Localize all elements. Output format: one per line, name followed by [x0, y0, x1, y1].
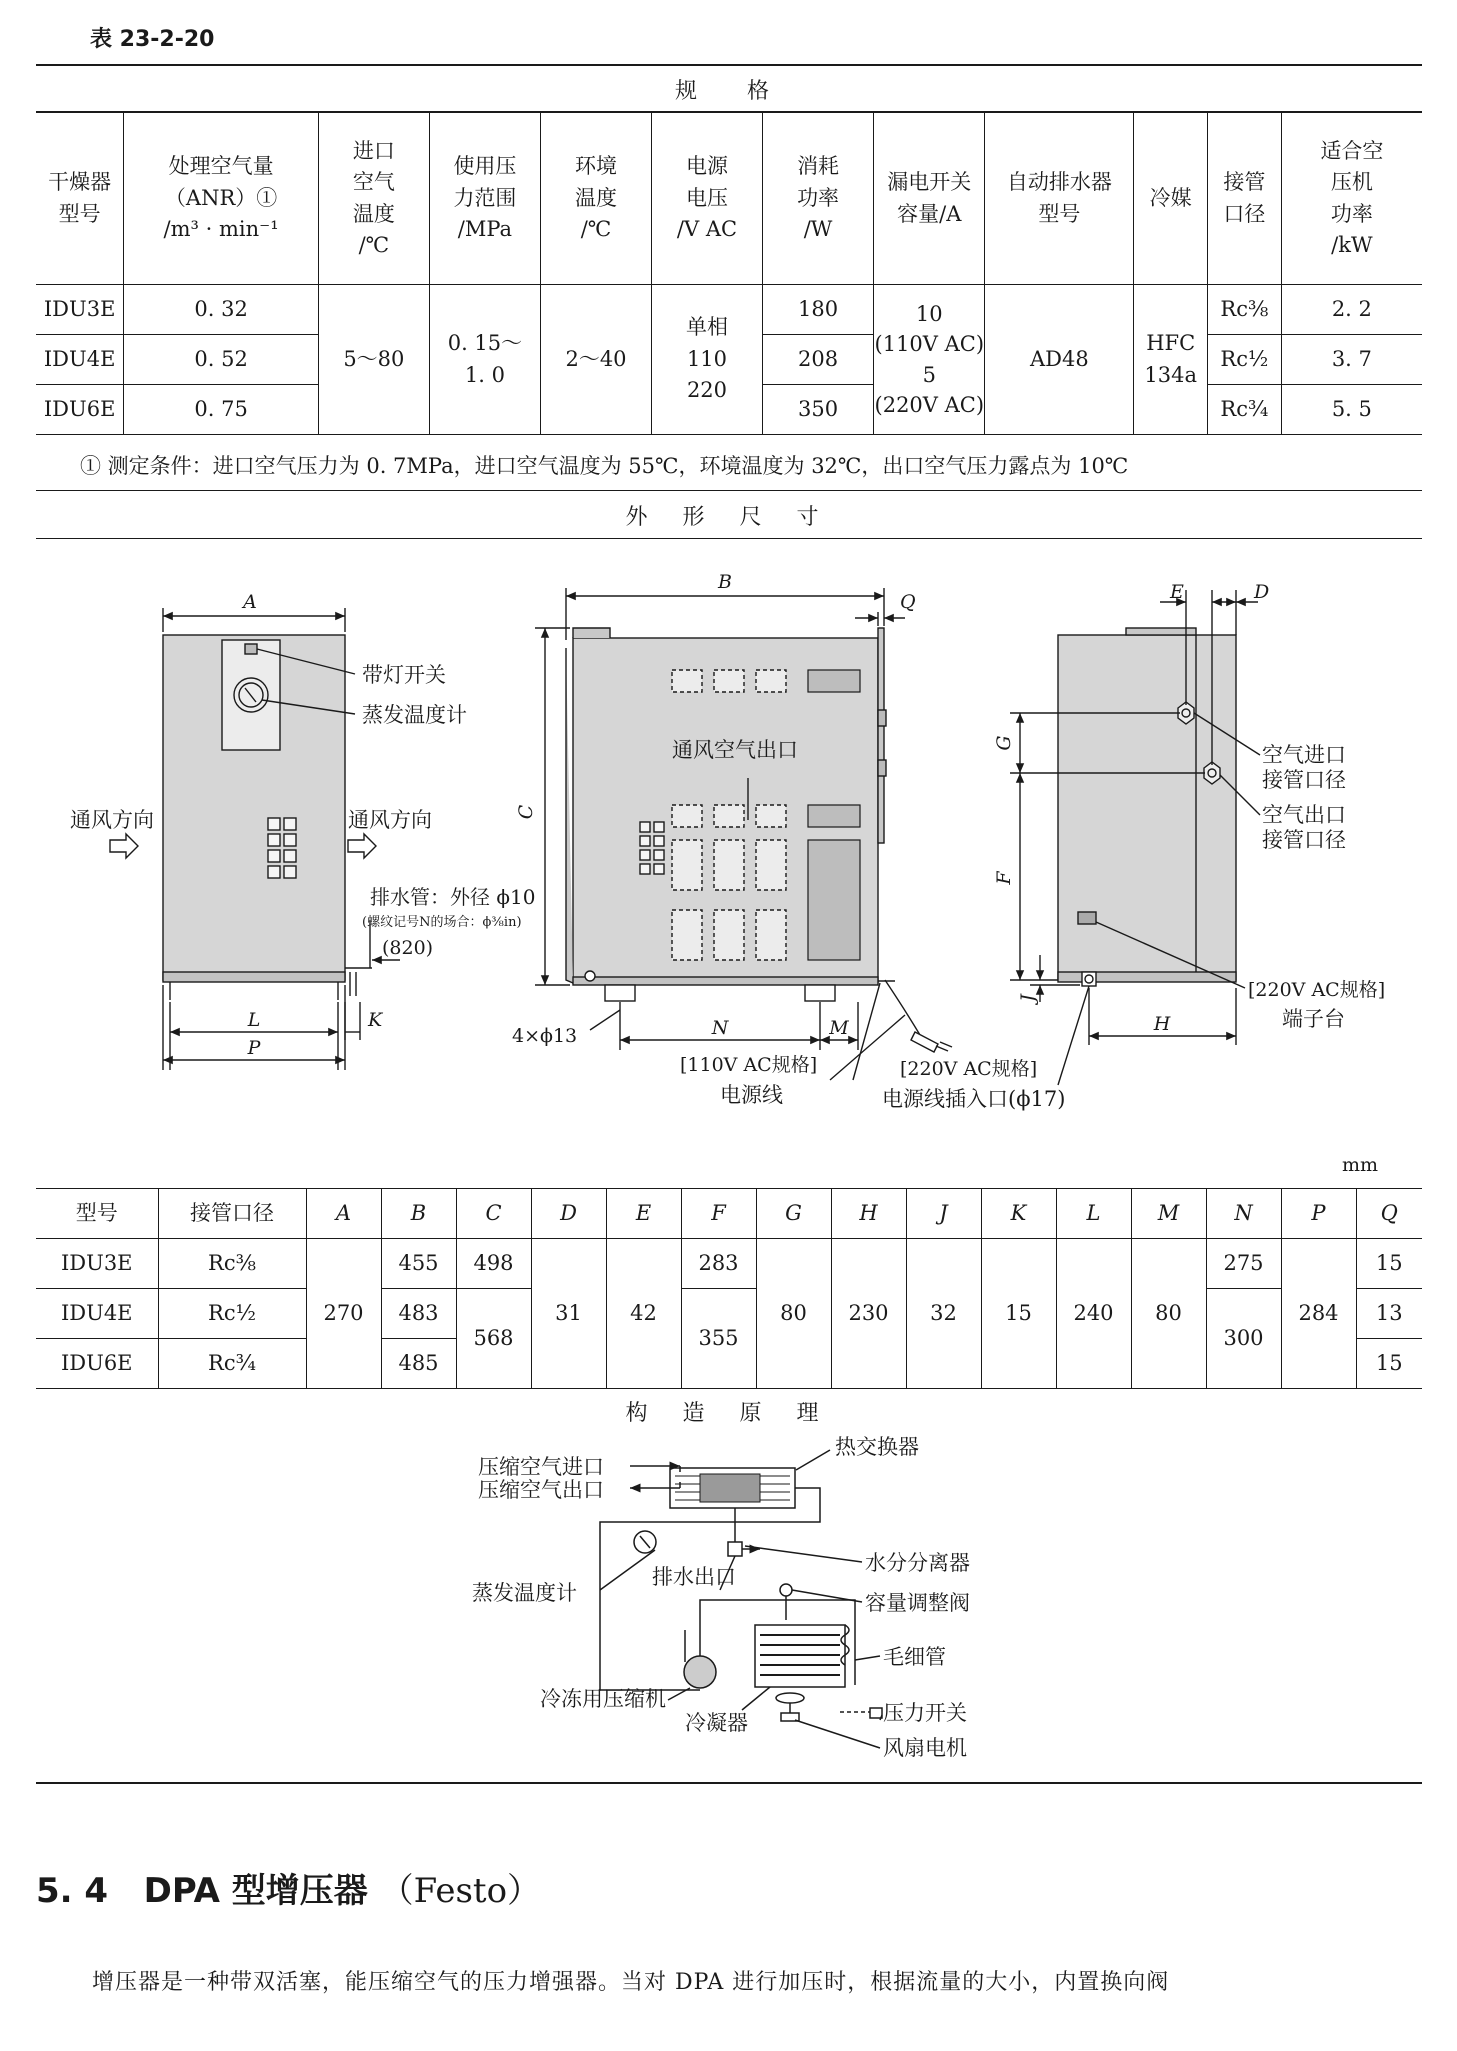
terminal-label: 端子台 — [1282, 1007, 1345, 1031]
spec-col-voltage: 电源 电压 /V AC — [651, 113, 762, 285]
dim-N: 300 — [1206, 1289, 1281, 1389]
spec-ambient: 2～40 — [541, 285, 652, 435]
spec-flow: 0. 32 — [124, 285, 319, 335]
section-brand: （Festo） — [379, 1871, 542, 1911]
principle-caption: 构 造 原 理 — [625, 1401, 833, 1426]
bottom-rule — [36, 1782, 1422, 1784]
dim-C: C — [515, 804, 537, 820]
spec-col-drain: 自动排水器 型号 — [985, 113, 1134, 285]
dim-N: 275 — [1206, 1239, 1281, 1289]
power-cord-label: 电源线 — [720, 1083, 783, 1107]
table-row — [36, 285, 1422, 335]
condenser-label: 冷凝器 — [685, 1711, 748, 1735]
dim-Q: 15 — [1356, 1339, 1422, 1389]
spec-110-label: [110V AC规格] — [680, 1054, 818, 1076]
spec-breaker: 10 (110V AC) 5 (220V AC) — [874, 285, 985, 435]
front-view — [110, 608, 400, 1070]
spec-model: IDU4E — [36, 335, 124, 385]
dim-G: 80 — [756, 1239, 831, 1389]
dim-M: 80 — [1131, 1239, 1206, 1389]
dim-C: 568 — [456, 1289, 531, 1389]
spec-col-kw: 适合空 压机 功率 /kW — [1281, 113, 1422, 285]
dim-model: IDU4E — [36, 1289, 158, 1339]
section-title: DPA 型增压器 — [143, 1871, 368, 1911]
dim-col-J: J — [906, 1189, 981, 1239]
dim-L: L — [247, 1009, 261, 1031]
spec-port: Rc½ — [1208, 335, 1282, 385]
top-rule — [36, 64, 1422, 66]
air-inlet-label: 空气进口 — [1262, 743, 1346, 767]
dim-K: 15 — [981, 1239, 1056, 1389]
airflow-left-label: 通风方向 — [70, 808, 154, 832]
dim-col-B: B — [381, 1189, 456, 1239]
dim-F: 355 — [681, 1289, 756, 1389]
spec-port: Rc¾ — [1208, 385, 1282, 435]
spec-flow: 0. 75 — [124, 385, 319, 435]
dim-col-N: N — [1206, 1189, 1281, 1239]
airflow-right-label: 通风方向 — [348, 808, 432, 832]
dim-col-G: G — [756, 1189, 831, 1239]
spec-kw: 2. 2 — [1281, 285, 1422, 335]
outline-caption: 外 形 尺 寸 — [625, 505, 833, 530]
body-paragraph: 增压器是一种带双活塞，能压缩空气的压力增强器。当对 DPA 进行加压时，根据流量的大小，内置换向阀 — [92, 1970, 1170, 1995]
principle-diagram — [0, 1430, 1457, 1760]
lamp-switch-label: 带灯开关 — [362, 663, 446, 687]
spec-col-ambient: 环境 温度 /℃ — [541, 113, 652, 285]
spec-col-pressure: 使用压 力范围 /MPa — [429, 113, 540, 285]
spec-kw: 3. 7 — [1281, 335, 1422, 385]
dim-F: 283 — [681, 1239, 756, 1289]
spec-power: 180 — [763, 285, 874, 335]
dim-Q: 15 — [1356, 1239, 1422, 1289]
dim-port: Rc⅜ — [158, 1239, 306, 1289]
dim-col-M: M — [1131, 1189, 1206, 1239]
dim-port: Rc½ — [158, 1289, 306, 1339]
dim-F: F — [993, 871, 1015, 885]
spec-port: Rc⅜ — [1208, 285, 1282, 335]
drain-note-label: (螺纹记号N的场合：ϕ⅜in) — [362, 915, 522, 930]
spec-col-breaker: 漏电开关 容量/A — [874, 113, 985, 285]
dim-E: E — [1170, 581, 1184, 603]
dim-N: N — [711, 1017, 729, 1039]
dim-col-L: L — [1056, 1189, 1131, 1239]
separator-label: 水分分离器 — [865, 1551, 970, 1575]
inlet-label: 压缩空气进口 — [478, 1455, 604, 1479]
drain-outlet-label: 排水出口 — [652, 1565, 736, 1589]
dim-L: 240 — [1056, 1239, 1131, 1389]
table-label: 表 23-2-20 — [90, 27, 215, 52]
spec-col-flow: 处理空气量 （ANR）① /m³ · min⁻¹ — [124, 113, 319, 285]
footnote-rule — [36, 490, 1422, 491]
outlet-label: 压缩空气出口 — [478, 1478, 604, 1502]
dim-D: D — [1254, 581, 1270, 603]
outline-drawing — [0, 540, 1457, 1140]
dim-model: IDU3E — [36, 1239, 158, 1289]
spec-voltage: 单相 110 220 — [651, 285, 762, 435]
heat-exchanger-label: 热交换器 — [835, 1435, 919, 1459]
spec-refrigerant: HFC 134a — [1134, 285, 1208, 435]
spec-group-header: 规 格 — [674, 79, 783, 104]
dim-model: IDU6E — [36, 1339, 158, 1389]
spec-drain: AD48 — [985, 285, 1134, 435]
table-row — [36, 1239, 1422, 1289]
air-outlet-label: 空气出口 — [1262, 803, 1346, 827]
fan-motor-label: 风扇电机 — [883, 1736, 967, 1760]
dimension-table — [36, 1188, 1422, 1389]
dim-J: J — [1017, 994, 1039, 1002]
dim-col-D: D — [531, 1189, 606, 1239]
outline-rule — [36, 538, 1422, 539]
dim-K: K — [368, 1009, 383, 1031]
rear-view — [1010, 590, 1260, 1085]
dim-unit: mm — [1342, 1154, 1379, 1176]
spec-model: IDU3E — [36, 285, 124, 335]
dim-Q: Q — [900, 591, 916, 613]
dim-B: B — [718, 571, 732, 593]
dim-G: G — [993, 735, 1015, 751]
dim-col-C: C — [456, 1189, 531, 1239]
pressure-switch-label: 压力开关 — [883, 1701, 967, 1725]
dim-A: A — [243, 591, 257, 613]
capacity-valve-label: 容量调整阀 — [865, 1591, 970, 1615]
spec-pressure: 0. 15～ 1. 0 — [429, 285, 540, 435]
dim-Q: 13 — [1356, 1289, 1422, 1339]
drain-len-label: (820) — [382, 937, 434, 959]
dim-A: 270 — [306, 1239, 381, 1389]
dim-col-F: F — [681, 1189, 756, 1239]
section-heading — [36, 1863, 541, 1912]
dim-D: 31 — [531, 1239, 606, 1389]
dim-col-model: 型号 — [36, 1189, 158, 1239]
spec-col-inlet-temp: 进口 空气 温度 /℃ — [318, 113, 429, 285]
spec-col-port: 接管 口径 — [1208, 113, 1282, 285]
spec-power: 350 — [763, 385, 874, 435]
side-view — [535, 588, 952, 1080]
section-number: 5. 4 — [36, 1871, 109, 1911]
air-outlet-port-label: 接管口径 — [1262, 828, 1346, 852]
vent-outlet-label: 通风空气出口 — [672, 738, 798, 762]
table-row — [36, 1289, 1422, 1339]
air-inlet-port-label: 接管口径 — [1262, 768, 1346, 792]
spec-col-model: 干燥器 型号 — [36, 113, 124, 285]
drain-pipe-label: 排水管：外径 ϕ10 — [370, 885, 536, 909]
spec-kw: 5. 5 — [1281, 385, 1422, 435]
dim-col-A: A — [306, 1189, 381, 1239]
evap-gauge-diagram-label: 蒸发温度计 — [472, 1581, 577, 1605]
holes-label: 4×ϕ13 — [512, 1025, 578, 1047]
dim-C: 498 — [456, 1239, 531, 1289]
dim-M: M — [829, 1017, 849, 1039]
spec-flow: 0. 52 — [124, 335, 319, 385]
dim-P: 284 — [1281, 1239, 1356, 1389]
spec-footnote: ① 测定条件：进口空气压力为 0. 7MPa，进口空气温度为 55℃，环境温度为 32℃，出口空气压力露点为 10℃ — [80, 454, 1129, 478]
dim-J: 32 — [906, 1239, 981, 1389]
evap-gauge-label: 蒸发温度计 — [362, 703, 467, 727]
compressor-label: 冷冻用压缩机 — [540, 1687, 666, 1711]
dim-col-port: 接管口径 — [158, 1189, 306, 1239]
dim-P: P — [247, 1037, 261, 1059]
dim-B: 455 — [381, 1239, 456, 1289]
spec-inlet-temp: 5～80 — [318, 285, 429, 435]
spec-220-rear-label: [220V AC规格] — [1248, 979, 1386, 1001]
capillary-label: 毛细管 — [883, 1645, 946, 1669]
dim-E: 42 — [606, 1239, 681, 1389]
dim-col-H: H — [831, 1189, 906, 1239]
dim-col-E: E — [606, 1189, 681, 1239]
dim-port: Rc¾ — [158, 1339, 306, 1389]
dim-col-K: K — [981, 1189, 1056, 1239]
spec-220-side-label: [220V AC规格] — [900, 1058, 1038, 1080]
cord-inlet-label: 电源线插入口(ϕ17) — [882, 1087, 1066, 1111]
spec-model: IDU6E — [36, 385, 124, 435]
dim-H: H — [1153, 1013, 1171, 1035]
dim-col-Q: Q — [1356, 1189, 1422, 1239]
spec-col-power: 消耗 功率 /W — [763, 113, 874, 285]
dim-B: 483 — [381, 1289, 456, 1339]
dim-H: 230 — [831, 1239, 906, 1389]
dim-col-P: P — [1281, 1189, 1356, 1239]
spec-table — [36, 112, 1422, 435]
spec-col-refrigerant: 冷媒 — [1134, 113, 1208, 285]
spec-power: 208 — [763, 335, 874, 385]
dim-B: 485 — [381, 1339, 456, 1389]
